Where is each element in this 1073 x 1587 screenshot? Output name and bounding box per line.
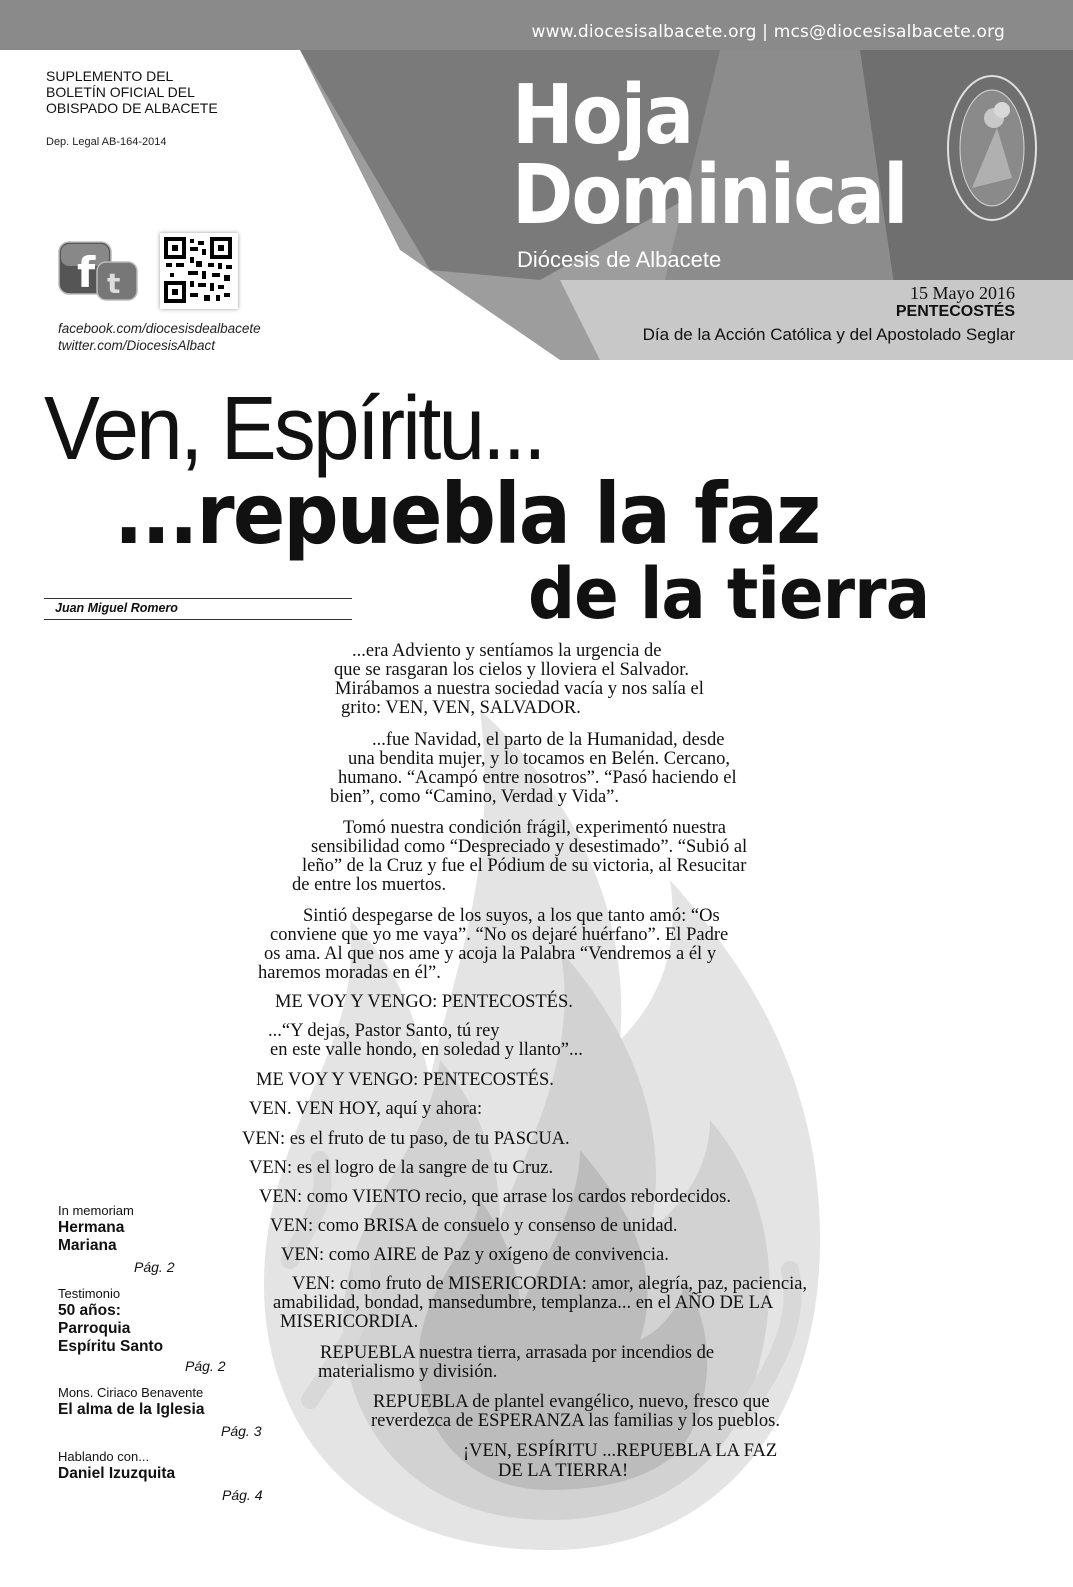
twitter-link[interactable]: twitter.com/DiocesisAlbact [58,338,216,353]
supplement-line: OBISPADO DE ALBACETE [46,100,218,116]
article-line: os ama. Al que nos ame y acoja la Palabra “Vendremos a él y [264,944,717,964]
article-line: MISERICORDIA. [280,1312,419,1332]
sidebar-title[interactable]: Hermana [58,1219,125,1236]
article-line: ...“Y dejas, Pastor Santo, tú rey [268,1021,500,1041]
article-line: reverdezca de ESPERANZA las familias y los pueblos. [371,1411,780,1431]
headline-line-2: ...repuebla la faz [114,465,820,563]
article-line: grito: VEN, VEN, SALVADOR. [341,698,581,718]
article-line: REPUEBLA de plantel evangélico, nuevo, fresco que [373,1392,770,1412]
sidebar-page-ref[interactable]: Pág. 3 [221,1423,262,1439]
article-line: Sintió despegarse de los suyos, a los que tanto amó: “Os [303,906,720,926]
article-line: ...fue Navidad, el parto de la Humanidad, desde [372,730,725,750]
sidebar-title[interactable]: Parroquia [58,1320,131,1337]
article-line: VEN: como VIENTO recio, que arrase los cardos rebordecidos. [259,1187,731,1207]
article-line: conviene que yo me vaya”. “No os dejaré huérfano”. El Padre [270,925,729,945]
legal-deposit: Dep. Legal AB-164-2014 [46,136,167,148]
article-line: amabilidad, bondad, mansedumbre, templanza... en el AÑO DE LA [273,1293,774,1313]
article-line: VEN. VEN HOY, aquí y ahora: [249,1099,483,1119]
sidebar-title[interactable]: Daniel Izuzquita [58,1465,176,1482]
article-line: ¡VEN, ESPÍRITU ...REPUEBLA LA FAZ [463,1441,778,1461]
supplement-label [46,68,218,116]
qr-code-icon[interactable] [160,233,238,309]
sidebar-page-ref[interactable]: Pág. 2 [134,1259,175,1275]
issue-date: 15 Mayo 2016 [910,283,1015,303]
article-line: Mirábamos a nuestra sociedad vacía y nos salía el [335,679,704,699]
article-line: ME VOY Y VENGO: PENTECOSTÉS. [256,1070,554,1090]
headline-line-1: Ven, Espíritu... [44,379,544,479]
article-line: leño” de la Cruz y fue el Pódium de su victoria, al Resucitar [302,856,747,876]
supplement-line: SUPLEMENTO DEL [46,68,174,84]
article-line: materialismo y división. [318,1362,498,1382]
article-line: REPUEBLA nuestra tierra, arrasada por incendios de [320,1343,715,1363]
article-line: VEN: es el logro de la sangre de tu Cruz. [249,1158,554,1178]
article-line: VEN: como AIRE de Paz y oxígeno de convivencia. [281,1245,669,1265]
facebook-twitter-icon[interactable] [57,240,141,304]
article-line: VEN: es el fruto de tu paso, de tu PASCUA. [242,1129,570,1149]
twitter-icon[interactable] [97,262,137,300]
article-line: Tomó nuestra condición frágil, experimentó nuestra [343,818,726,838]
sidebar-page-ref[interactable]: Pág. 4 [222,1487,263,1503]
article-line: VEN: como fruto de MISERICORDIA: amor, alegría, paz, paciencia, [292,1274,808,1294]
article-line: DE LA TIERRA! [498,1461,629,1481]
article-line: que se rasgaran los cielos y lloviera el Salvador. [334,660,689,680]
feast-day-description: Día de la Acción Católica y del Apostolado Seglar [642,325,1015,344]
masthead-title-dominical: Dominical [512,148,907,243]
article-line: haremos moradas en él”. [258,963,441,983]
sidebar-title[interactable]: 50 años: [58,1302,121,1319]
social-links [58,320,261,354]
supplement-line: BOLETÍN OFICIAL DEL [46,84,195,100]
svg-text:t: t [107,267,121,300]
sidebar-kicker: Hablando con... [58,1449,150,1464]
sidebar-title[interactable]: Mariana [58,1237,117,1254]
article-line: ME VOY Y VENGO: PENTECOSTÉS. [275,992,573,1012]
masthead-subtitle: Diócesis de Albacete [517,247,722,272]
author-name: Juan Miguel Romero [55,601,178,615]
article-line: bien”, como “Camino, Verdad y Vida”. [330,787,619,807]
article-line: en este valle hondo, en soledad y llanto”... [270,1040,583,1060]
article-line: de entre los muertos. [292,875,447,895]
sidebar-kicker: In memoriam [58,1203,134,1218]
sidebar-title[interactable]: Espíritu Santo [58,1338,164,1355]
svg-text:f: f [77,248,96,297]
headline-line-3: de la tierra [528,553,930,635]
feast-name: PENTECOSTÉS [895,303,1015,320]
facebook-link[interactable]: facebook.com/diocesisdealbacete [58,321,261,336]
article-line: una bendita mujer, y lo tocamos en Belén. Cercano, [348,749,730,769]
sidebar-page-ref[interactable]: Pág. 2 [185,1358,226,1374]
article-line: sensibilidad como “Despreciado y desestimado”. “Subió al [311,837,748,857]
sidebar-title[interactable]: El alma de la Iglesia [58,1401,205,1418]
article-line: VEN: como BRISA de consuelo y consenso de unidad. [270,1216,678,1236]
sidebar-kicker: Testimonio [58,1286,121,1301]
masthead-title-hoja: Hoja [512,68,693,163]
article-line: ...era Adviento y sentíamos la urgencia de [352,641,662,661]
mercy-jubilee-seal-icon [942,68,1042,228]
article-line: humano. “Acampó entre nosotros”. “Pasó haciendo el [338,768,737,788]
contact-info: www.diocesisalbacete.org | mcs@diocesisalbacete.org [531,22,1005,42]
sidebar-kicker: Mons. Ciriaco Benavente [58,1385,204,1400]
